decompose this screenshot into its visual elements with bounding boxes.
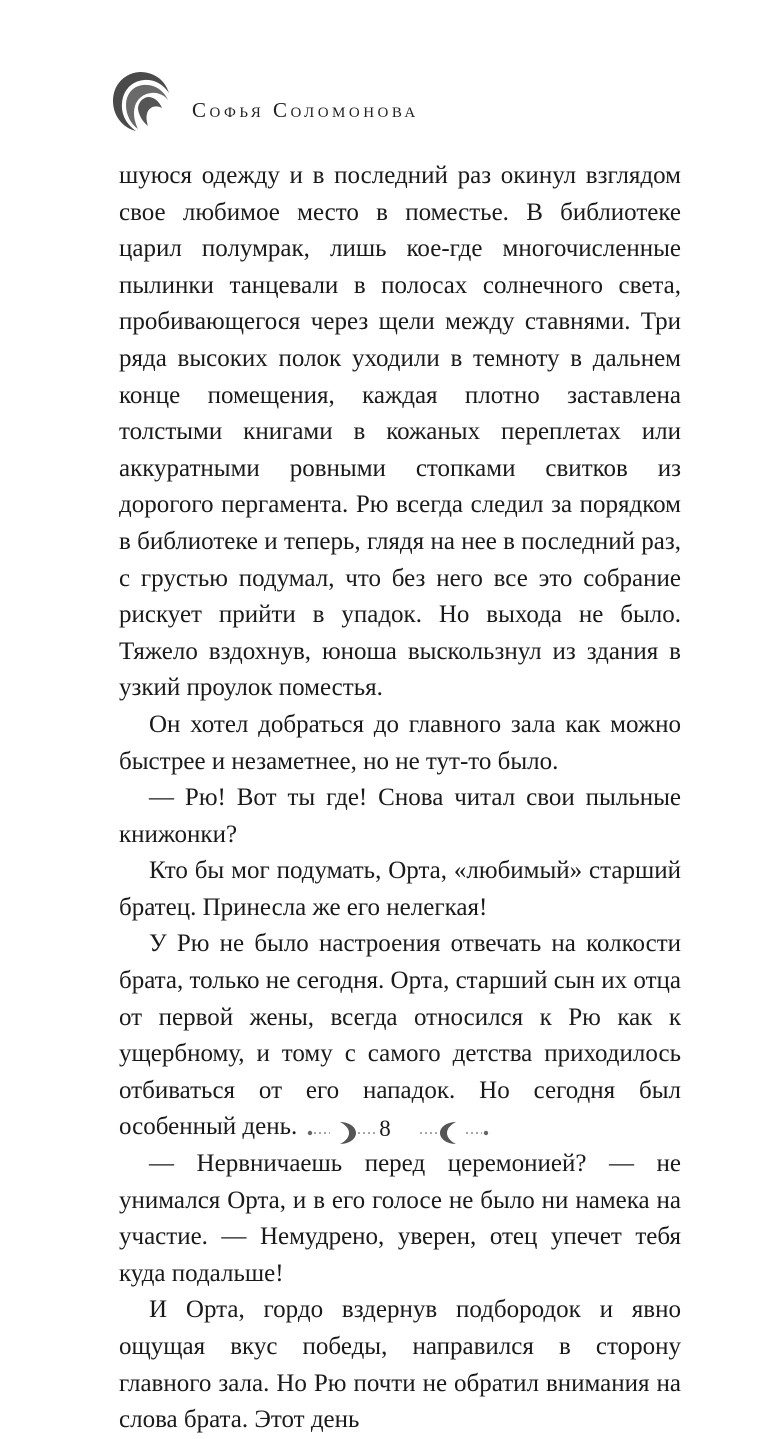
page-footer (0, 1114, 768, 1154)
paragraph: шуюся одежду и в последний раз окинул взглядом свое любимое место в поместье. В библиотеке царил полумрак, лишь кое-где многочисленные пылинки танцевали в полосах солнечного света, пробивающегося через щели между ставнями. Три ряда высоких полок уходили в темноту в дальнем конце помещения, каждая плотно заставлена толстыми книгами в кожаных переплетах или аккуратными ровными стопками свитков из дорогого пергамента. Рю всегда следил за порядком в библиотеке и теперь, глядя на нее в последний раз, с грустью подумал, что без него все это собрание рискует прийти в упадок. Но выхода не было. Тяжело вздохнув, юноша выскользнул из здания в узкий проулок поместья. (119, 162, 681, 702)
bird-wing-logo-icon (108, 68, 174, 134)
paragraph: — Рю! Вот ты где! Снова читал свои пыльные книжонки? (119, 784, 681, 848)
paragraph: — Нервничаешь перед церемонией? — не унимался Орта, и в его голосе не было ни намека на участие. — Немудрено, уверен, отец упечет тебя куда подальше! (119, 1150, 681, 1287)
page-body (119, 158, 681, 1439)
running-header (100, 68, 700, 138)
paragraph: У Рю не было настроения отвечать на колкости брата, только не сегодня. Орта, старший сын их отца от первой жены, всегда относился к Рю как к ущербному, и тому с самого детства приходилось отбиваться от его нападок. Но сегодня был особенный день. (119, 930, 681, 1141)
crescent-ornament-icon (412, 1118, 492, 1148)
page-number: 8 (379, 1116, 391, 1141)
author-name: Софья Соломонова (192, 98, 419, 122)
paragraph: И Орта, гордо вздернув подбородок и явно ощущая вкус победы, направился в сторону главного зала. Но Рю почти не обратил внимания на слова брата. Этот день (119, 1296, 681, 1434)
paragraph: Кто бы мог подумать, Орта, «любимый» старший братец. Принесла же его нелегкая! (119, 857, 681, 921)
paragraph: Он хотел добраться до главного зала как можно быстрее и незаметнее, но не тут-то было. (119, 710, 681, 775)
